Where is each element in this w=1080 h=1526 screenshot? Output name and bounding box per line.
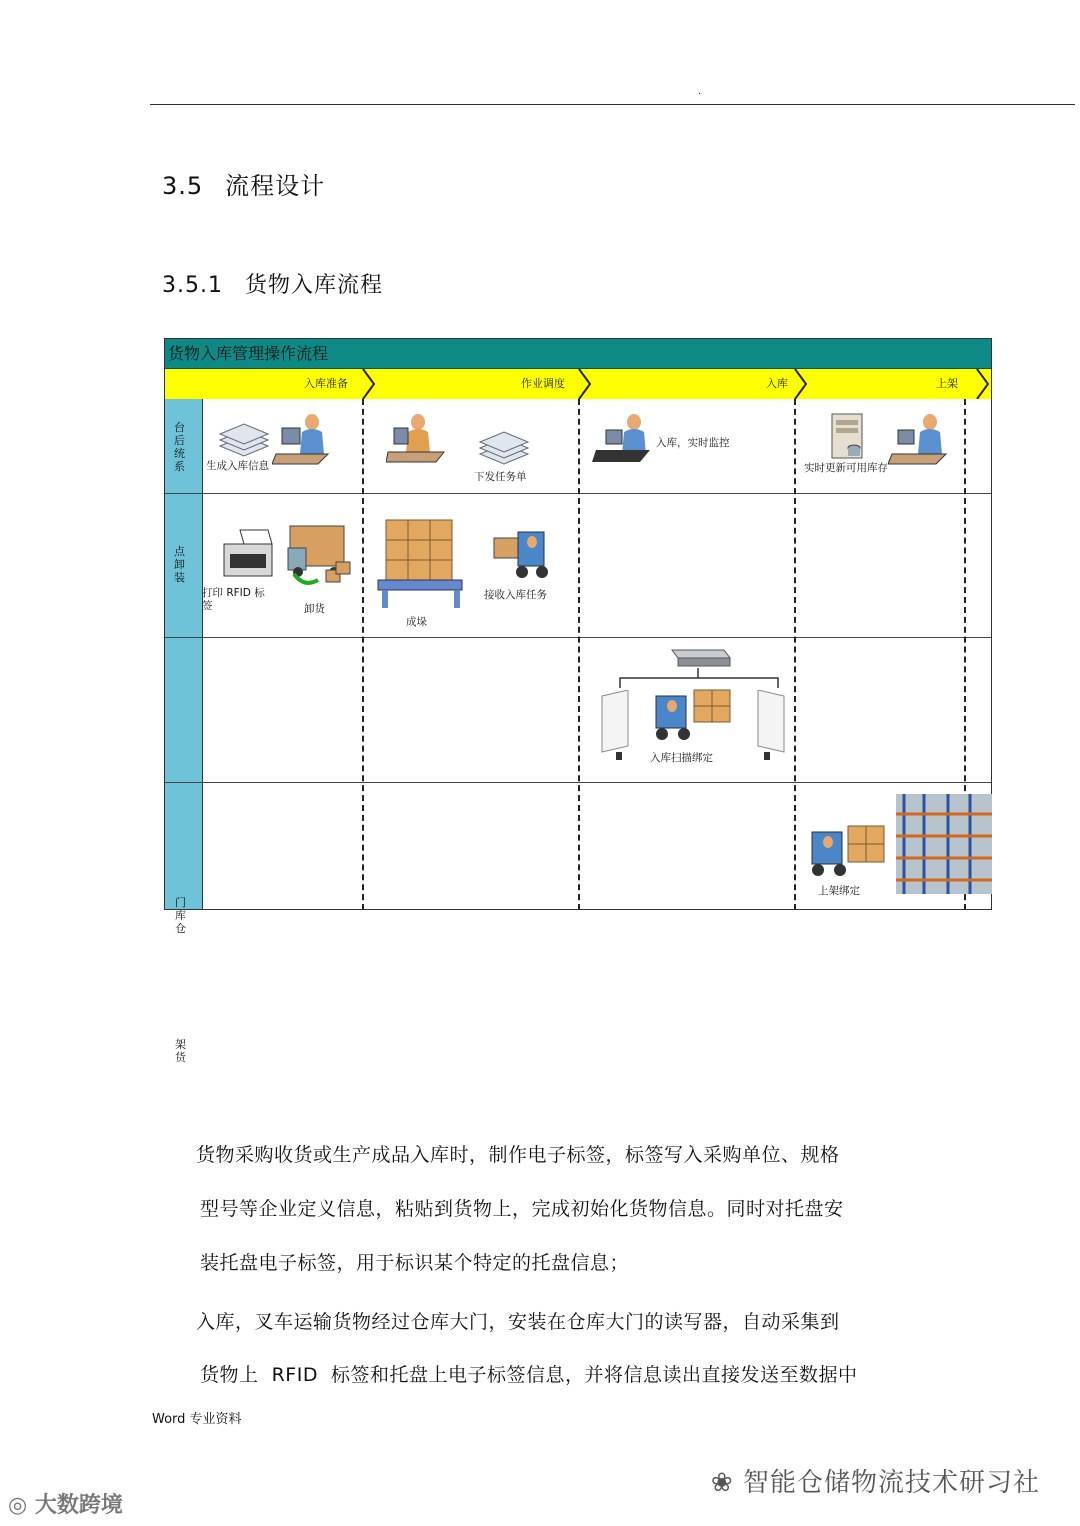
server-database-icon <box>828 412 868 462</box>
watermark-text: 智能仓储物流技术研习社 <box>742 1468 1040 1498</box>
label-update-stock: 实时更新可用库存 <box>804 462 888 474</box>
label-monitor: 入库，实时监控 <box>656 437 730 449</box>
watermark-corner <box>8 1488 123 1519</box>
antenna-gate-icon <box>598 690 642 762</box>
operator-at-computer-icon <box>272 410 334 466</box>
forklift-with-boxes-icon <box>806 822 888 880</box>
antenna-gate-icon <box>744 690 788 762</box>
label-gen-info: 生成入库信息 <box>206 460 269 472</box>
printer-icon <box>220 528 274 588</box>
paragraph-line: 入库，叉车运输货物经过仓库大门，安装在仓库大门的读写器，自动采集到 <box>196 1311 840 1333</box>
header-rule <box>150 104 1075 105</box>
paragraph-line: 装托盘电子标签，用于标识某个特定的托盘信息； <box>200 1252 630 1274</box>
phase-label: 作业调度 <box>521 377 565 390</box>
section-heading <box>162 166 325 201</box>
phase-label: 入库准备 <box>304 377 348 390</box>
operator-at-computer-icon <box>592 410 654 466</box>
label-dispatch: 下发任务单 <box>474 471 527 483</box>
label-print-rfid: 打印 RFID 标签 <box>202 587 265 612</box>
documents-icon <box>216 416 272 458</box>
subsection-heading <box>162 268 383 299</box>
lane-label-gate: 门库仓 <box>175 896 186 935</box>
label-receive-task: 接收入库任务 <box>484 589 547 601</box>
subsection-number: 3.5.1 <box>162 273 223 298</box>
wechat-icon: ❀ <box>710 1468 743 1498</box>
watermark <box>711 1462 1040 1499</box>
lane-label-shelf: 架货 <box>175 1038 186 1064</box>
flowchart-title: 货物入库管理操作流程 <box>164 338 992 369</box>
warehouse-racks-photo <box>896 794 992 894</box>
paragraph-line: 货物采购收货或生产成品入库时，制作电子标签，标签写入采购单位、规格 <box>196 1144 840 1166</box>
label-stack: 成垛 <box>406 616 427 628</box>
operator-at-computer-icon <box>888 410 950 466</box>
unload-truck-icon <box>284 518 356 590</box>
inbound-flowchart <box>164 338 992 910</box>
subsection-title: 货物入库流程 <box>244 273 383 298</box>
stacked-boxes-pallet-icon <box>376 516 466 612</box>
phase-label: 入库 <box>766 377 788 390</box>
phase-label: 上架 <box>936 377 958 390</box>
connector-lines <box>618 668 782 688</box>
section-title: 流程设计 <box>225 172 326 200</box>
forklift-icon <box>490 528 552 580</box>
label-scan-bind: 入库扫描绑定 <box>650 752 713 764</box>
rfid-reader-icon <box>668 642 732 670</box>
lane-label-system: 台后统系 <box>174 421 185 473</box>
paragraph-line: 型号等企业定义信息，粘贴到货物上，完成初始化货物信息。同时对托盘安 <box>200 1198 844 1220</box>
brand-icon: ◎ <box>8 1493 35 1518</box>
operator-at-computer-icon <box>386 412 448 464</box>
documents-icon <box>476 424 532 466</box>
page-footer: Word 专业资料 <box>152 1412 242 1427</box>
label-shelf-bind: 上架绑定 <box>818 885 860 897</box>
paragraph-line: 货物上 RFID 标签和托盘上电子标签信息，并将信息读出直接发送至数据中 <box>200 1364 858 1386</box>
lane-label-unload: 点卸装 <box>174 545 185 584</box>
watermark-corner-text: 大数跨境 <box>34 1493 123 1518</box>
label-unload: 卸货 <box>304 603 325 615</box>
section-number: 3.5 <box>162 172 204 200</box>
forklift-with-boxes-icon <box>650 688 732 746</box>
header-dot: . <box>698 86 702 97</box>
